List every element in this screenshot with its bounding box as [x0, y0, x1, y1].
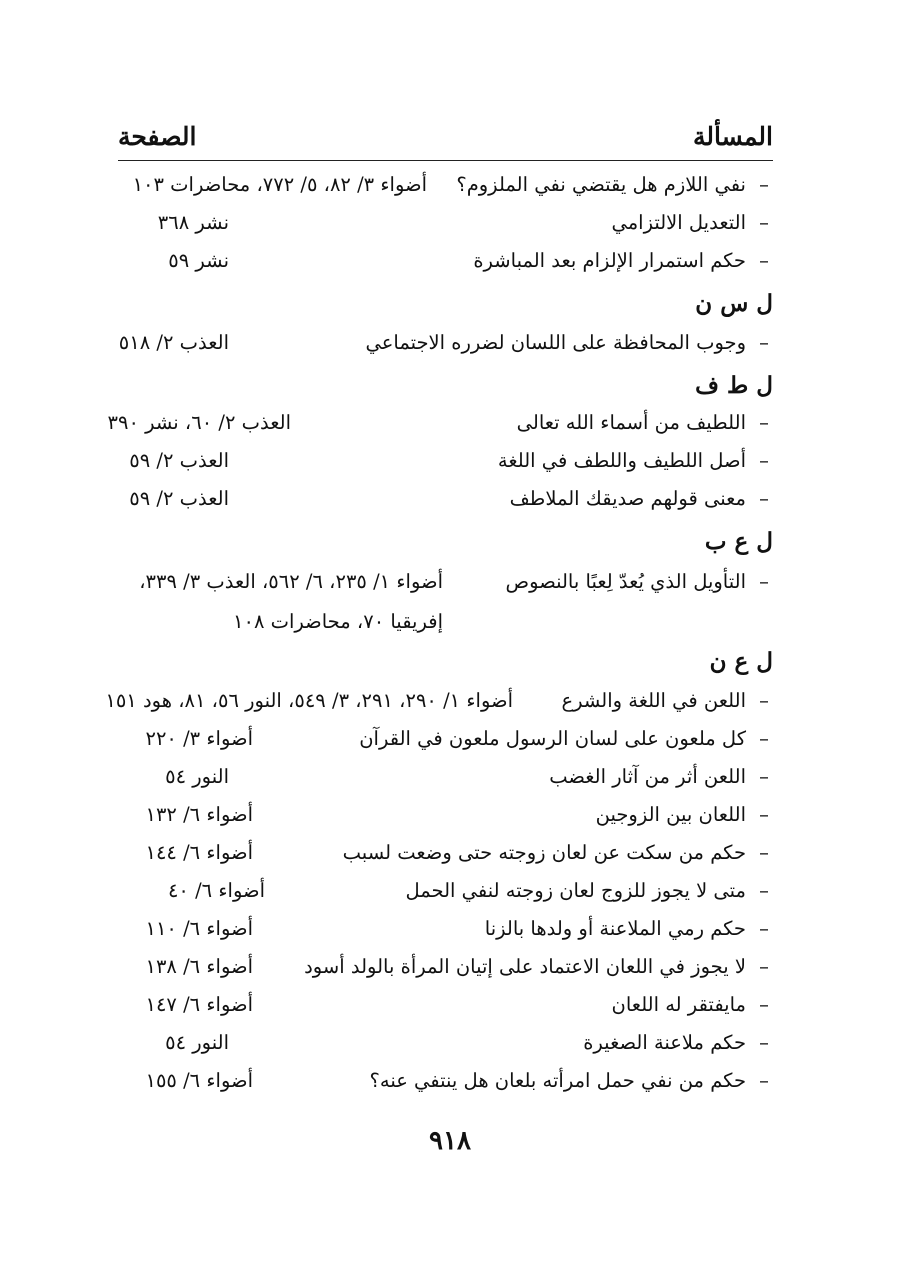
index-entry: [118, 760, 773, 794]
root-heading: ل ع ن: [709, 648, 773, 675]
entry-text: حكم رمي الملاعنة أو ولدها بالزنا: [484, 917, 746, 940]
entry-reference: العذب ٢/ ٥١٨: [118, 331, 229, 354]
index-entry: [118, 798, 773, 832]
index-entry: [118, 444, 773, 478]
entry-reference: أضواء ٣/ ٨٢، ٥/ ٧٧٢، محاضرات ١٠٣: [132, 173, 427, 196]
entry-text: أصل اللطيف واللطف في اللغة: [497, 449, 746, 472]
entry-text: معنى قولهم صديقك الملاطف: [509, 487, 746, 510]
index-entry: [118, 722, 773, 756]
entry-dash: –: [759, 331, 769, 354]
entry-dash: –: [759, 727, 769, 750]
entry-dash: –: [759, 841, 769, 864]
entry-reference-continued: إفريقيا ٧٠، محاضرات ١٠٨: [233, 610, 443, 633]
entry-text: حكم ملاعنة الصغيرة: [583, 1031, 746, 1054]
entry-text: كل ملعون على لسان الرسول ملعون في القرآن: [359, 727, 746, 750]
entry-dash: –: [759, 211, 769, 234]
index-entry: [118, 912, 773, 946]
entry-reference: العذب ٢/ ٥٩: [129, 449, 229, 472]
entry-reference: أضواء ١/ ٢٩٠، ٢٩١، ٣/ ٥٤٩، النور ٥٦، ٨١، هود ١٥١: [105, 689, 513, 712]
entry-text: حكم من سكت عن لعان زوجته حتى وضعت لسبب: [342, 841, 746, 864]
index-entry: [118, 565, 773, 599]
entry-text: اللعن في اللغة والشرع: [561, 689, 746, 712]
index-entry: [118, 1026, 773, 1060]
entry-text: اللعان بين الزوجين: [595, 803, 746, 826]
entry-dash: –: [759, 1069, 769, 1092]
entry-dash: –: [759, 765, 769, 788]
index-entry: [118, 482, 773, 516]
entry-reference: أضواء ٦/ ٤٠: [167, 879, 265, 902]
entry-text: اللعن أثر من آثار الغضب: [549, 765, 746, 788]
entry-text: لا يجوز في اللعان الاعتماد على إتيان المرأة بالولد أسود: [304, 955, 746, 978]
entry-text: متى لا يجوز للزوج لعان زوجته لنفي الحمل: [405, 879, 746, 902]
root-heading: ل ط ف: [695, 372, 773, 399]
entry-dash: –: [759, 249, 769, 272]
entry-text: حكم من نفي حمل امرأته بلعان هل ينتفي عنه؟: [369, 1069, 746, 1092]
column-title-issue: المسألة: [693, 122, 773, 151]
index-entry: [118, 326, 773, 360]
index-entry: [118, 206, 773, 240]
entry-reference: النور ٥٤: [165, 765, 229, 788]
entry-dash: –: [759, 955, 769, 978]
entry-reference: أضواء ٦/ ١٣٨: [145, 955, 253, 978]
entry-dash: –: [759, 879, 769, 902]
index-entry: [105, 684, 773, 718]
entry-reference: أضواء ٦/ ١٤٤: [145, 841, 253, 864]
index-entry: [118, 874, 773, 908]
entry-reference: أضواء ٦/ ١٣٢: [145, 803, 253, 826]
index-entry: [118, 1064, 773, 1098]
entry-reference: أضواء ١/ ٢٣٥، ٦/ ٥٦٢، العذب ٣/ ٣٣٩،: [139, 570, 443, 593]
index-entry: [107, 406, 773, 440]
entry-dash: –: [759, 173, 769, 196]
entry-dash: –: [759, 803, 769, 826]
index-entry: [118, 836, 773, 870]
entry-dash: –: [759, 570, 769, 593]
entry-reference: النور ٥٤: [165, 1031, 229, 1054]
entry-dash: –: [759, 1031, 769, 1054]
entry-text: التعديل الالتزامي: [611, 211, 746, 234]
entry-reference: أضواء ٦/ ١٤٧: [145, 993, 253, 1016]
entry-reference: العذب ٢/ ٦٠، نشر ٣٩٠: [107, 411, 291, 434]
index-entry: [118, 950, 773, 984]
entry-reference: نشر ٣٦٨: [157, 211, 229, 234]
entry-text: وجوب المحافظة على اللسان لضرره الاجتماعي: [365, 331, 746, 354]
index-entry: [118, 988, 773, 1022]
column-title-page: الصفحة: [118, 122, 197, 151]
entry-dash: –: [759, 917, 769, 940]
entry-reference: أضواء ٣/ ٢٢٠: [145, 727, 253, 750]
entry-dash: –: [759, 449, 769, 472]
index-entry: [118, 168, 773, 202]
index-entry-continuation: [118, 605, 773, 639]
entry-text: نفي اللازم هل يقتضي نفي الملزوم؟: [456, 173, 746, 196]
entry-dash: –: [759, 487, 769, 510]
entry-dash: –: [759, 993, 769, 1016]
page-number: ٩١٨: [429, 1126, 471, 1156]
root-heading: ل س ن: [695, 290, 773, 317]
entry-text: حكم استمرار الإلزام بعد المباشرة: [473, 249, 746, 272]
entry-reference: أضواء ٦/ ١١٠: [145, 917, 253, 940]
column-header: [118, 120, 773, 161]
entry-dash: –: [759, 689, 769, 712]
entry-dash: –: [759, 411, 769, 434]
entry-text: مايفتقر له اللعان: [611, 993, 746, 1016]
entry-text: اللطيف من أسماء الله تعالى: [516, 411, 746, 434]
entry-reference: نشر ٥٩: [168, 249, 229, 272]
entry-reference: أضواء ٦/ ١٥٥: [145, 1069, 253, 1092]
entry-reference: العذب ٢/ ٥٩: [129, 487, 229, 510]
entry-text: التأويل الذي يُعدّ لِعبًا بالنصوص: [505, 570, 746, 593]
root-heading: ل ع ب: [704, 528, 773, 555]
index-entry: [118, 244, 773, 278]
